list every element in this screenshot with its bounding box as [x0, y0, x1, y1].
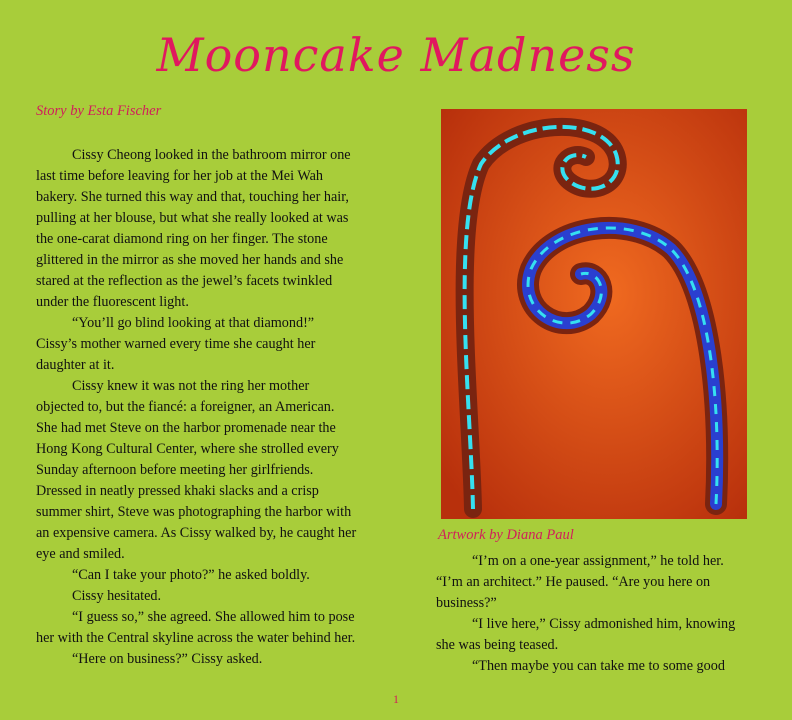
paragraph: “Then maybe you can take me to some good: [472, 658, 725, 674]
paragraph: Cissy Cheong looked in the bathroom mirror one last time before leaving for her job at the Mei Wah bakery. She turned this way and that, touching her hair, pulling at her blouse, but what she really looked at was the one-carat diamond ring on her finger. The stone glittered in the mirror as she moved her hands and she stared at the reflection as the jewel’s facets twinkled under the fluorescent light.: [36, 147, 351, 310]
spiral-artwork: [441, 109, 747, 519]
paragraph: “I live here,” Cissy admonished him, knowing she was being teased.: [436, 616, 736, 653]
story-column-left: [36, 145, 358, 670]
artwork-image: [441, 109, 747, 519]
paragraph: “Can I take your photo?” he asked boldly.: [72, 567, 310, 583]
page-title: Mooncake Madness: [156, 28, 636, 82]
paragraph: “You’ll go blind looking at that diamond!” Cissy’s mother warned every time she caught her daughter at it.: [36, 315, 316, 373]
paragraph: Cissy knew it was not the ring her mother objected to, but the fiancé: a foreigner, an American. She had met Steve on the harbor promenade near the Hong Kong Cultural Center, where she strolled every Sunday afternoon before meeting her girlfriends. Dressed in neatly pressed khaki slacks and a crisp summer shirt, Steve was photographing the harbor with an expensive camera. As Cissy walked by, he caught her eye and smiled.: [36, 378, 357, 562]
page-number: 1: [393, 692, 399, 706]
story-byline: Story by Esta Fischer: [36, 103, 162, 119]
paragraph: “I’m on a one-year assignment,” he told her. “I’m an architect.” He paused. “Are you here on business?”: [436, 553, 724, 611]
paragraph: “I guess so,” she agreed. She allowed him to pose her with the Central skyline across the water behind her.: [36, 609, 356, 646]
paragraph: Cissy hesitated.: [72, 588, 162, 604]
artwork-credit: Artwork by Diana Paul: [438, 527, 574, 543]
story-column-right: [436, 551, 750, 677]
paragraph: “Here on business?” Cissy asked.: [72, 651, 263, 667]
